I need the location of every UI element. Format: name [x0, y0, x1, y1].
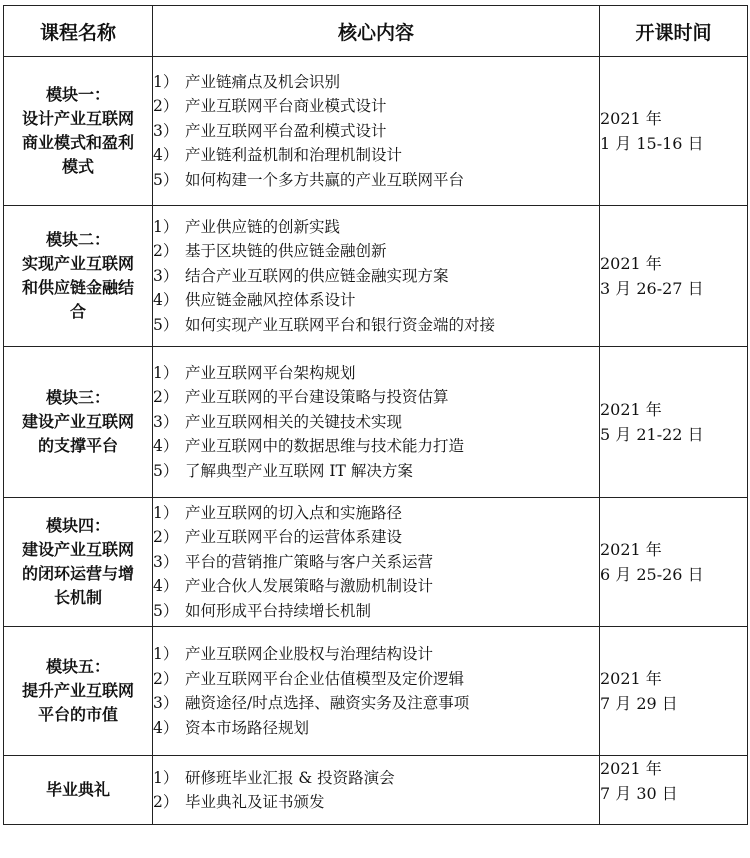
list-item — [153, 459, 599, 484]
list-item — [153, 119, 599, 144]
list-item-text: 产业供应链的创新实践 — [185, 217, 341, 236]
list-item-number: 5） — [153, 601, 179, 620]
start-year: 2021 年 — [600, 759, 662, 778]
list-item — [153, 94, 599, 119]
course-schedule-table — [3, 5, 748, 825]
core-content-cell — [153, 347, 600, 498]
start-dates: 6 月 25-26 日 — [600, 565, 704, 584]
list-item — [153, 642, 599, 667]
list-item-text: 研修班毕业汇报 & 投资路演会 — [185, 768, 395, 787]
start-time-cell — [600, 498, 748, 627]
content-list — [153, 215, 599, 338]
module-row — [4, 627, 748, 756]
list-item-number: 1） — [153, 503, 179, 522]
list-item-number: 2） — [153, 669, 179, 688]
module-row — [4, 756, 748, 825]
list-item-number: 1） — [153, 217, 179, 236]
list-item — [153, 239, 599, 264]
course-name-cell — [4, 756, 153, 825]
core-content-cell — [153, 627, 600, 756]
list-item — [153, 599, 599, 624]
module-row — [4, 57, 748, 206]
list-item-text: 了解典型产业互联网 IT 解决方案 — [185, 461, 413, 480]
start-year: 2021 年 — [600, 669, 662, 688]
start-dates: 7 月 29 日 — [600, 694, 678, 713]
module-row — [4, 347, 748, 498]
list-item — [153, 550, 599, 575]
course-name-cell — [4, 627, 153, 756]
start-year: 2021 年 — [600, 540, 662, 559]
list-item-text: 如何构建一个多方共赢的产业互联网平台 — [185, 170, 465, 189]
course-name-cell — [4, 57, 153, 206]
header-core-content: 核心内容 — [153, 6, 600, 57]
list-item-text: 产业互联网平台架构规划 — [185, 363, 356, 382]
list-item-text: 产业互联网平台商业模式设计 — [185, 97, 387, 116]
list-item-text: 产业互联网中的数据思维与技术能力打造 — [185, 437, 465, 456]
list-item — [153, 667, 599, 692]
list-item — [153, 215, 599, 240]
course-name-line: 建设产业互联网 — [21, 540, 134, 559]
list-item-text: 产业互联网相关的关键技术实现 — [185, 412, 403, 431]
list-item — [153, 361, 599, 386]
list-item-number: 3） — [153, 121, 179, 140]
content-list — [153, 361, 599, 484]
list-item-number: 2） — [153, 242, 179, 261]
list-item-text: 平台的营销推广策略与客户关系运营 — [185, 552, 434, 571]
list-item-text: 融资途径/时点选择、融资实务及注意事项 — [185, 694, 470, 712]
core-content-cell — [153, 57, 600, 206]
core-content-cell — [153, 206, 600, 347]
list-item — [153, 434, 599, 459]
list-item-number: 2） — [153, 97, 179, 116]
table-header-row — [4, 6, 748, 57]
list-item-text: 基于区块链的供应链金融创新 — [185, 242, 387, 261]
list-item-text: 产业互联网平台的运营体系建设 — [185, 528, 403, 547]
list-item-text: 如何实现产业互联网平台和银行资金端的对接 — [185, 315, 496, 334]
course-name-cell — [4, 498, 153, 627]
course-name-line: 毕业典礼 — [45, 780, 110, 799]
list-item-text: 产业互联网企业股权与治理结构设计 — [185, 645, 434, 663]
module-row — [4, 206, 748, 347]
list-item — [153, 70, 599, 95]
module-row — [4, 498, 748, 627]
list-item — [153, 691, 599, 716]
course-name-line: 建设产业互联网 — [21, 412, 134, 431]
course-name-cell — [4, 206, 153, 347]
list-item-number: 5） — [153, 461, 179, 480]
list-item — [153, 313, 599, 338]
list-item-number: 4） — [153, 291, 179, 310]
list-item-text: 如何形成平台持续增长机制 — [185, 601, 372, 620]
start-time-cell — [600, 347, 748, 498]
list-item-number: 5） — [153, 315, 179, 334]
course-name-line: 合 — [69, 302, 86, 321]
start-dates: 7 月 30 日 — [600, 784, 678, 803]
list-item-number: 1） — [153, 768, 179, 787]
course-name-line: 平台的市值 — [37, 705, 118, 724]
course-name-line: 长机制 — [53, 588, 102, 607]
start-time-cell — [600, 57, 748, 206]
list-item-number: 4） — [153, 146, 179, 165]
list-item-number: 3） — [153, 552, 179, 571]
start-time-cell — [600, 627, 748, 756]
content-list — [153, 642, 599, 740]
list-item-number: 3） — [153, 266, 179, 285]
list-item-text: 产业互联网平台盈利模式设计 — [185, 121, 387, 140]
start-year: 2021 年 — [600, 109, 662, 128]
list-item-number: 2） — [153, 388, 179, 407]
course-name-line: 的闭环运营与增 — [21, 564, 134, 583]
list-item-number: 2） — [153, 793, 179, 811]
course-name-line: 模块二： — [45, 230, 110, 249]
list-item — [153, 143, 599, 168]
course-name-line: 实现产业互联网 — [21, 254, 134, 273]
list-item-text: 产业互联网的切入点和实施路径 — [185, 503, 403, 522]
list-item-text: 结合产业互联网的供应链金融实现方案 — [185, 266, 449, 285]
core-content-cell — [153, 498, 600, 627]
list-item-number: 3） — [153, 694, 179, 712]
list-item — [153, 288, 599, 313]
course-name-line: 模式 — [61, 157, 94, 176]
list-item — [153, 264, 599, 289]
course-name-line: 商业模式和盈利 — [21, 133, 134, 152]
list-item-text: 毕业典礼及证书颁发 — [185, 793, 325, 811]
list-item-text: 产业互联网的平台建设策略与投资估算 — [185, 388, 449, 407]
list-item-number: 1） — [153, 363, 179, 382]
course-name-line: 和供应链金融结 — [21, 278, 134, 297]
content-list — [153, 501, 599, 624]
list-item — [153, 716, 599, 741]
list-item-text: 产业合伙人发展策略与激励机制设计 — [185, 577, 434, 596]
list-item-number: 4） — [153, 437, 179, 456]
start-dates: 3 月 26-27 日 — [600, 279, 704, 298]
list-item-text: 产业链利益机制和治理机制设计 — [185, 146, 403, 165]
course-name-line: 设计产业互联网 — [21, 109, 134, 128]
core-content-cell — [153, 756, 600, 825]
list-item-text: 产业链痛点及机会识别 — [185, 72, 341, 91]
course-name-line: 模块三： — [45, 388, 110, 407]
list-item — [153, 385, 599, 410]
list-item-number: 1） — [153, 72, 179, 91]
start-year: 2021 年 — [600, 254, 662, 273]
start-dates: 1 月 15-16 日 — [600, 134, 704, 153]
list-item-text: 产业互联网平台企业估值模型及定价逻辑 — [185, 669, 465, 688]
list-item — [153, 525, 599, 550]
list-item — [153, 410, 599, 435]
list-item — [153, 501, 599, 526]
course-name-line: 模块一： — [45, 85, 110, 104]
course-name-line: 的支撑平台 — [37, 436, 118, 455]
course-name-cell — [4, 347, 153, 498]
list-item — [153, 574, 599, 599]
list-item — [153, 790, 599, 815]
start-dates: 5 月 21-22 日 — [600, 425, 704, 444]
course-name-line: 模块四： — [45, 516, 110, 535]
list-item-number: 2） — [153, 528, 179, 547]
list-item-text: 供应链金融风控体系设计 — [185, 291, 356, 310]
header-start-time: 开课时间 — [600, 6, 748, 57]
list-item-number: 3） — [153, 412, 179, 431]
list-item-number: 1） — [153, 645, 179, 663]
start-year: 2021 年 — [600, 400, 662, 419]
list-item — [153, 168, 599, 193]
list-item-number: 4） — [153, 718, 179, 737]
content-list — [153, 70, 599, 193]
start-time-cell — [600, 756, 748, 825]
course-name-line: 模块五： — [45, 657, 110, 676]
list-item — [153, 766, 599, 791]
list-item-number: 4） — [153, 577, 179, 596]
start-time-cell — [600, 206, 748, 347]
list-item-number: 5） — [153, 170, 179, 189]
list-item-text: 资本市场路径规划 — [185, 718, 310, 737]
content-list — [153, 766, 599, 815]
course-name-line: 提升产业互联网 — [21, 681, 134, 700]
header-course-name: 课程名称 — [4, 6, 153, 57]
